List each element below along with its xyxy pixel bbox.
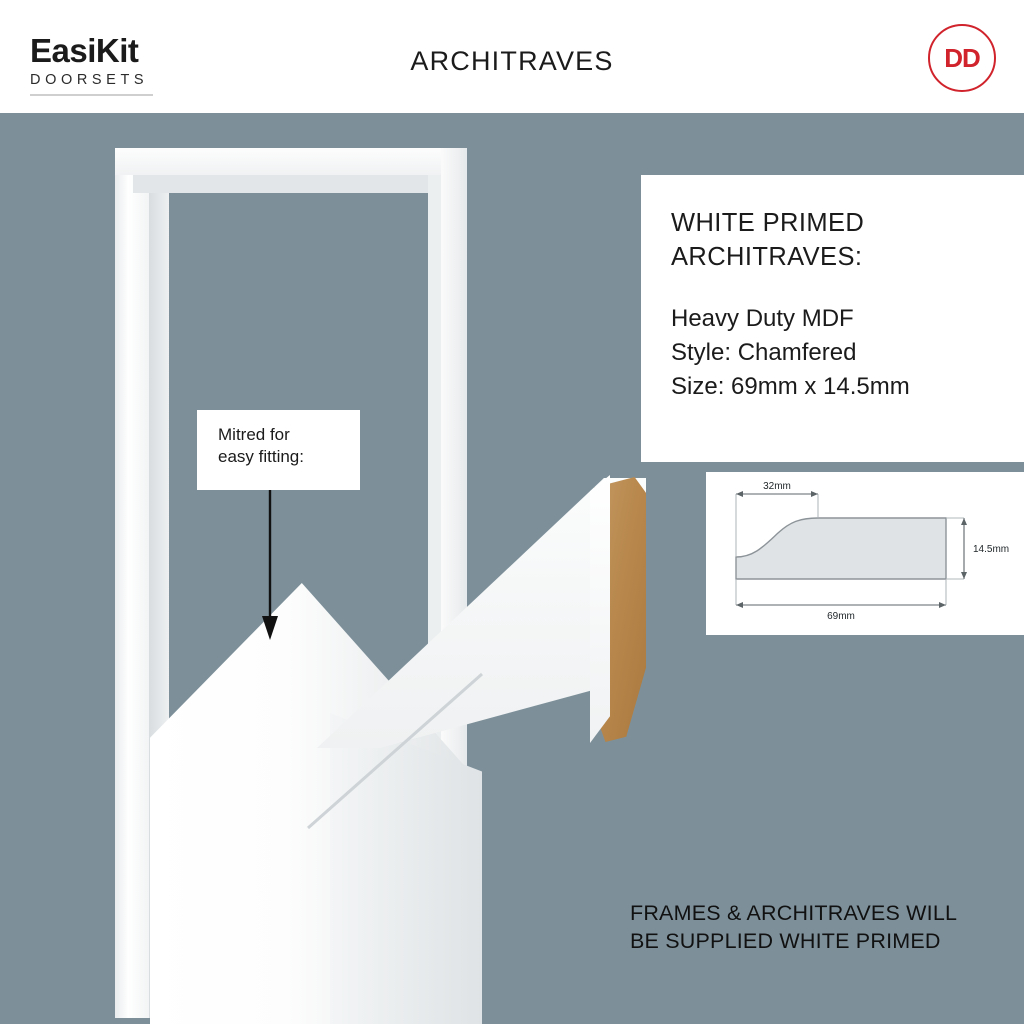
- architrave-end-highlight: [590, 475, 610, 743]
- architrave-profile-drawing: [706, 472, 1024, 635]
- door-frame-head: [115, 148, 467, 175]
- product-photo-stage: [0, 113, 1024, 1024]
- brand-subtitle: DOORSETS: [30, 72, 149, 88]
- info-body-material: Heavy Duty MDF: [671, 305, 854, 333]
- brand-divider: [30, 94, 153, 96]
- door-frame-head-inner: [133, 175, 467, 193]
- profile-right-dimension-label: 14.5mm: [973, 544, 1010, 555]
- info-body-style: Style: Chamfered: [671, 339, 857, 367]
- brand-name: EasiKit: [30, 32, 139, 69]
- profile-top-dimension-label: 32mm: [763, 481, 791, 492]
- supply-note: [630, 900, 990, 955]
- profile-bottom-dimension-label: 69mm: [827, 611, 855, 622]
- supply-note-line1: FRAMES & ARCHITRAVES WILL: [630, 901, 958, 925]
- mitred-callout-line1: Mitred for: [218, 425, 290, 444]
- info-title-line1: WHITE PRIMED: [671, 209, 865, 237]
- door-frame-left-jamb: [115, 148, 149, 1018]
- page-title: ARCHITRAVES: [410, 46, 614, 76]
- info-body-size: Size: 69mm x 14.5mm: [671, 373, 910, 401]
- supply-note-line2: BE SUPPLIED WHITE PRIMED: [630, 928, 941, 953]
- product-info-card: [641, 175, 1024, 462]
- profile-diagram-card: [706, 472, 1024, 635]
- callout-arrow-icon: [255, 490, 285, 640]
- architrave-mitre-joint-line: [300, 668, 490, 833]
- header: [0, 0, 1024, 113]
- info-title-line2: ARCHITRAVES:: [671, 242, 863, 271]
- product-info-body: [671, 302, 1024, 404]
- dd-badge-label: DD: [944, 42, 980, 73]
- dd-logo-badge: [928, 24, 996, 92]
- mitred-callout-box: [197, 410, 360, 490]
- mitred-callout-line2: easy fitting:: [218, 447, 304, 467]
- product-info-title: [671, 207, 1024, 274]
